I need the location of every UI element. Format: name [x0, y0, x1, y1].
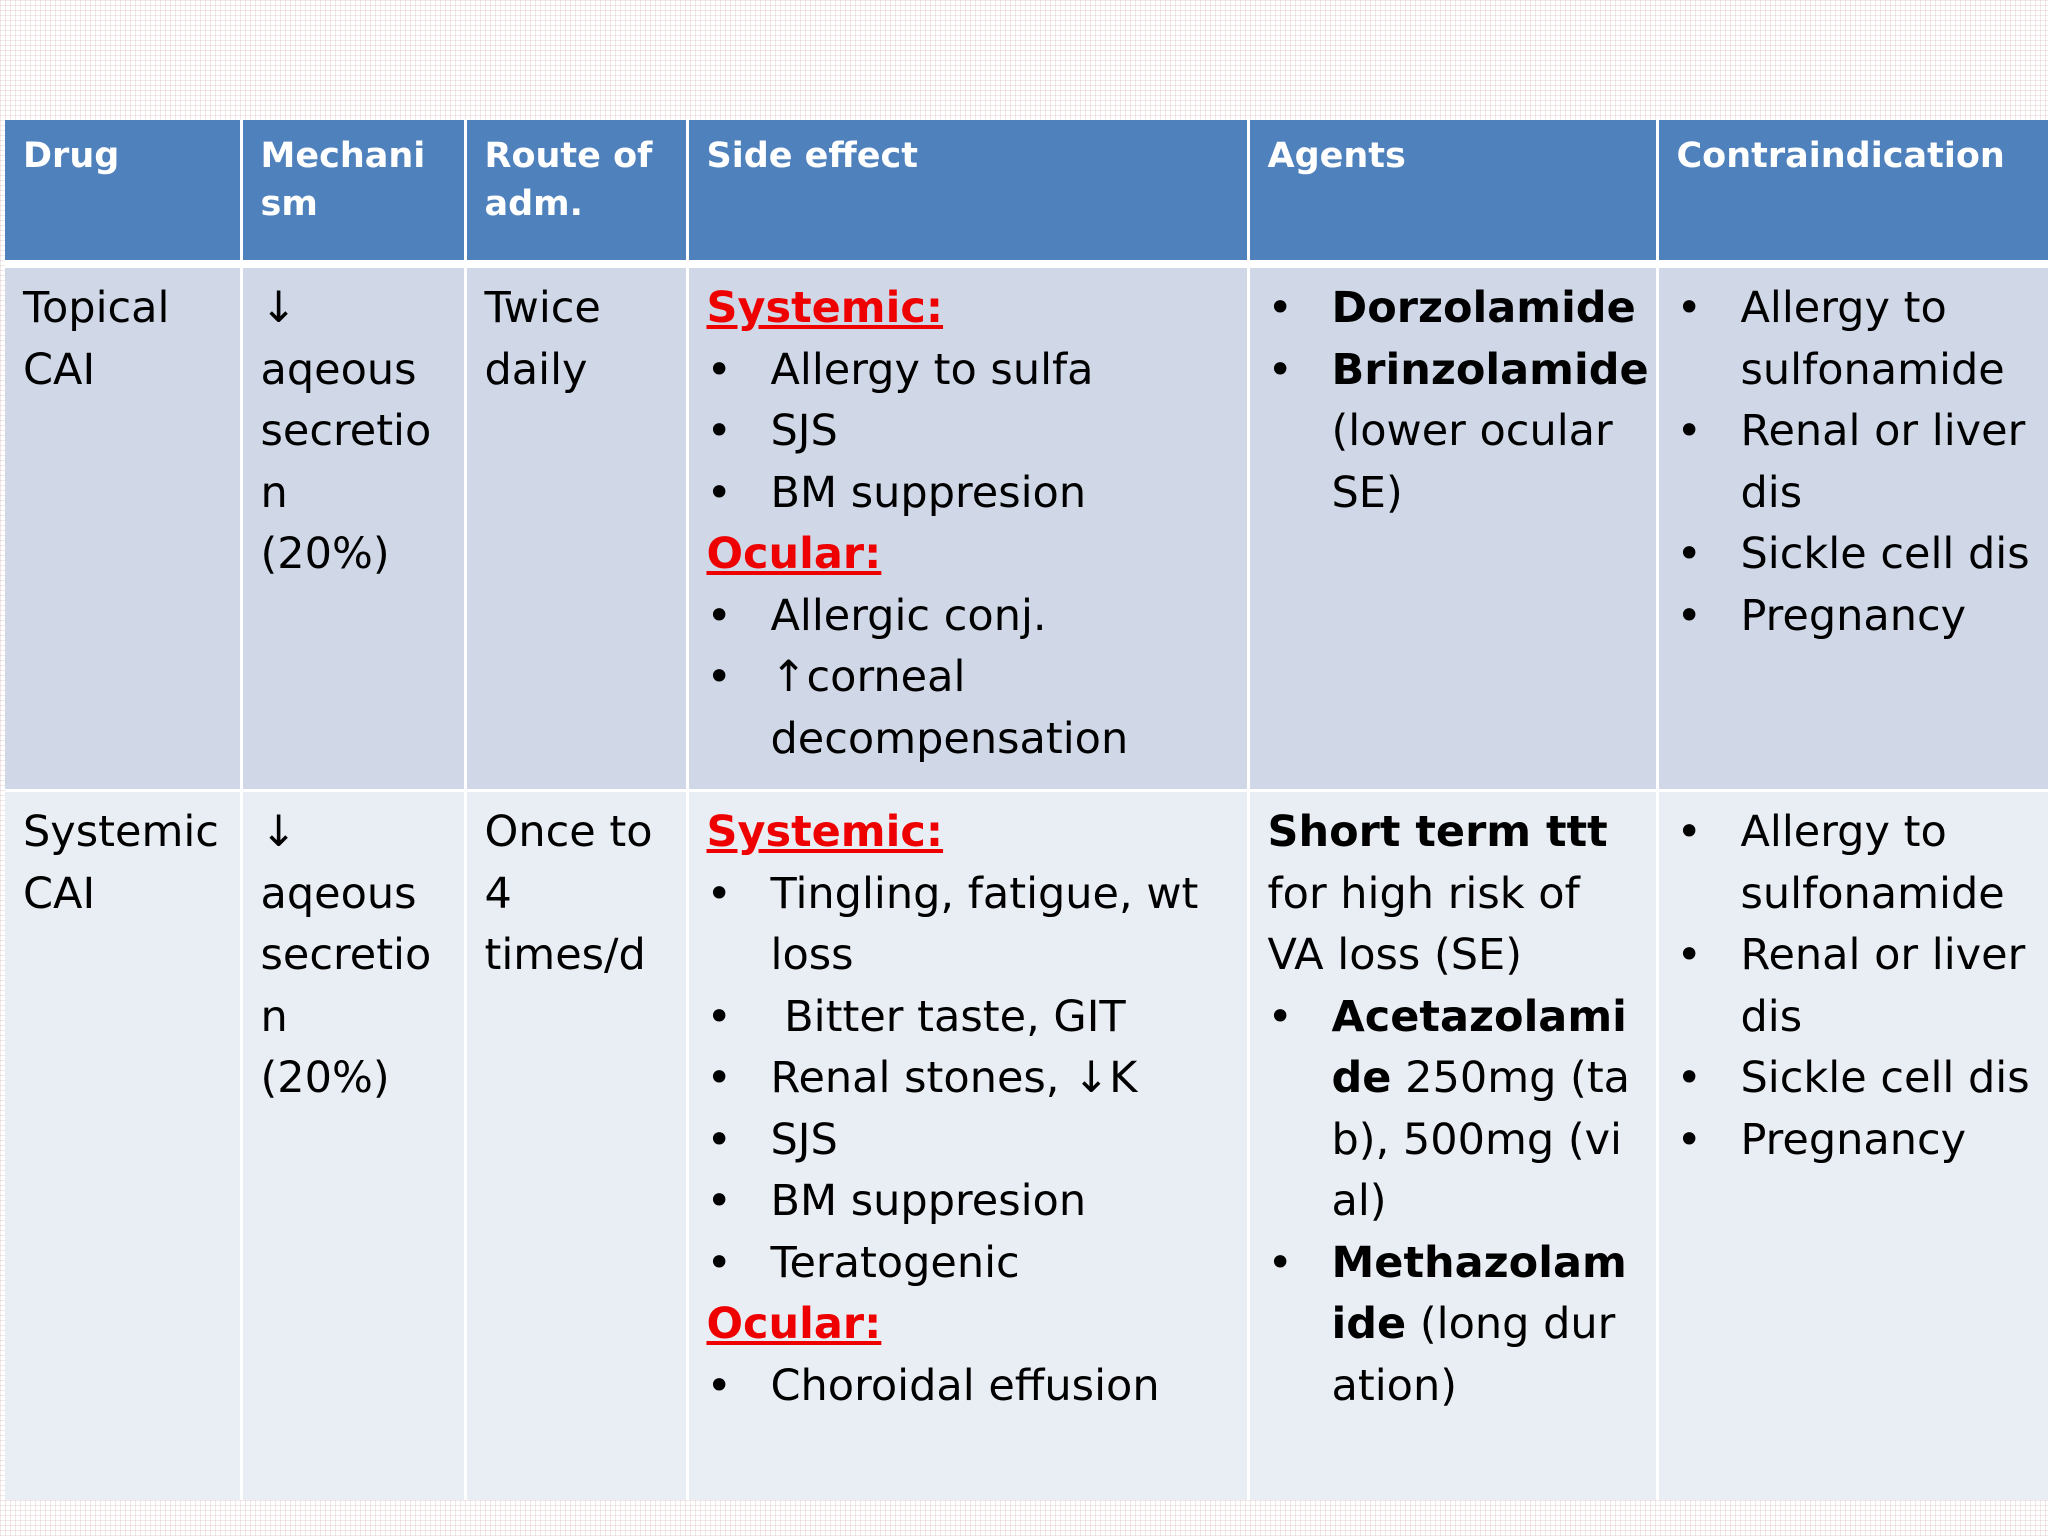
contraindication-cell	[1657, 264, 2048, 791]
mechanism-text: ↓ aqeous secretion (20%)	[260, 283, 432, 579]
mechanism-text: ↓ aqeous secretion (20%)	[260, 807, 432, 1104]
header-contraindication: Contraindication	[1657, 120, 2048, 264]
ocular-heading: Ocular:	[706, 529, 882, 579]
agents-cell	[1248, 264, 1657, 791]
list-item: • Bitter taste, GIT	[707, 987, 1229, 1049]
agent-note: (long duration)	[1331, 1299, 1616, 1411]
agents-cell	[1248, 791, 1657, 1500]
list-item	[1268, 987, 1638, 1233]
header-drug: Drug	[5, 120, 241, 264]
drug-name: Topical CAI	[23, 283, 170, 395]
list-item: • ↑corneal decompensation	[707, 647, 1229, 770]
contraindication-cell	[1657, 791, 2048, 1500]
drug-cell	[5, 791, 241, 1500]
route-cell	[465, 264, 687, 791]
drug-cell	[5, 264, 241, 791]
systemic-heading: Systemic:	[706, 283, 944, 333]
agent-note: 250mg (tab), 500mg (vial)	[1331, 1053, 1631, 1227]
list-item: • Pregnancy	[1677, 586, 2031, 648]
list-item	[1268, 278, 1638, 340]
list-item: • Teratogenic	[707, 1233, 1229, 1295]
agent-note: (lower ocular SE)	[1331, 406, 1613, 518]
list-item	[1268, 340, 1649, 525]
mechanism-cell	[241, 791, 465, 1500]
list-item: • Sickle cell dis	[1677, 524, 2031, 586]
route-text: Twice daily	[484, 283, 601, 395]
header-mechanism: Mechanism	[241, 120, 465, 264]
mechanism-cell	[241, 264, 465, 791]
header-route: Route of adm.	[465, 120, 687, 264]
side-effect-cell	[687, 791, 1248, 1500]
list-item: • BM suppresion	[707, 463, 1229, 525]
agent-name: Acetazolamide	[1331, 991, 1627, 1104]
list-item: • BM suppresion	[707, 1171, 1229, 1233]
list-item: • SJS	[707, 1110, 1229, 1172]
ocular-effects-list	[707, 1356, 1229, 1418]
side-effect-cell	[687, 264, 1248, 791]
systemic-heading: Systemic:	[706, 807, 944, 858]
ocular-heading: Ocular:	[706, 1299, 882, 1350]
table-row	[5, 264, 2048, 791]
header-agents: Agents	[1248, 120, 1657, 264]
agents-intro-bold: Short term ttt	[1267, 807, 1608, 858]
table-row	[5, 791, 2048, 1500]
agents-list	[1268, 278, 1649, 524]
agent-name: Methazolamide	[1331, 1237, 1627, 1350]
drug-comparison-table	[5, 120, 2048, 1500]
list-item	[1268, 1233, 1638, 1418]
agents-list	[1268, 987, 1638, 1418]
route-text: Once to 4 times/d	[484, 807, 653, 981]
ocular-effects-list	[707, 586, 1229, 771]
list-item: • Allergy to sulfonamide	[1677, 802, 2031, 925]
header-side-effect: Side effect	[687, 120, 1248, 264]
drug-name: Systemic CAI	[23, 807, 219, 919]
systemic-effects-list	[707, 340, 1229, 525]
agents-intro	[1268, 802, 1638, 987]
header-row	[5, 120, 2048, 264]
agent-name: Brinzolamide	[1331, 344, 1649, 395]
systemic-effects-list	[707, 864, 1229, 1295]
list-item: • Pregnancy	[1677, 1110, 2031, 1172]
list-item: • Renal or liver dis	[1677, 401, 2031, 524]
list-item: • Allergy to sulfa	[707, 340, 1229, 402]
contraindication-list	[1677, 278, 2031, 647]
list-item: • Allergy to sulfonamide	[1677, 278, 2031, 401]
list-item: • Choroidal effusion	[707, 1356, 1229, 1418]
agents-intro-rest: for high risk of VA loss (SE)	[1267, 868, 1580, 981]
list-item: • Tingling, fatigue, wt loss	[707, 864, 1229, 987]
list-item: • SJS	[707, 401, 1229, 463]
list-item: • Sickle cell dis	[1677, 1048, 2031, 1110]
list-item: • Renal stones, ↓K	[707, 1048, 1229, 1110]
contraindication-list	[1677, 802, 2031, 1171]
list-item: • Allergic conj.	[707, 586, 1229, 648]
list-item: • Renal or liver dis	[1677, 925, 2031, 1048]
route-cell	[465, 791, 687, 1500]
agent-name: Dorzolamide	[1331, 283, 1636, 333]
